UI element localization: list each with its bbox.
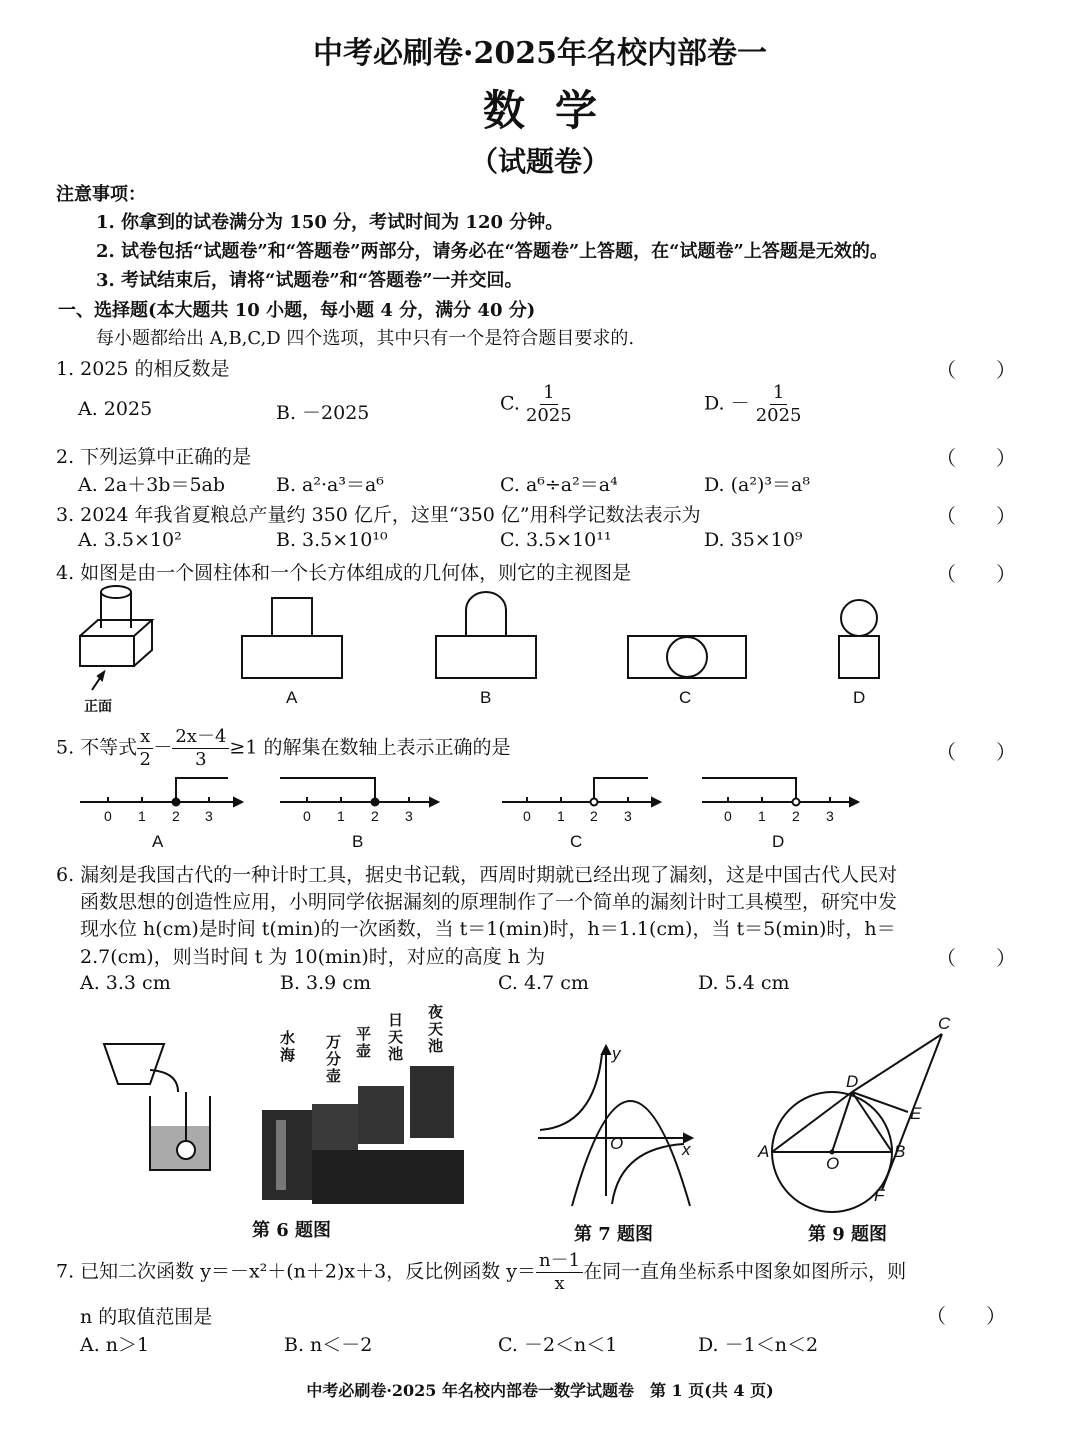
q2-option-d: D. (a²)³＝a⁸	[704, 474, 810, 496]
q4-label-a: A	[286, 688, 298, 707]
q2-option-a: A. 2a＋3b＝5ab	[78, 474, 226, 496]
segment-de	[852, 1092, 908, 1112]
tick-label: 3	[624, 808, 632, 824]
q6-option-a: A. 3.3 cm	[80, 972, 171, 994]
segment-do	[832, 1092, 852, 1152]
front-label: 正面	[84, 699, 112, 715]
fraction-denominator: 2025	[755, 405, 802, 426]
q5-label-a: A	[152, 832, 164, 851]
q7-fraction	[536, 1250, 583, 1295]
fraction-numerator: n－1	[536, 1250, 583, 1273]
segment-dc	[852, 1034, 942, 1092]
point-a-label: A	[758, 1142, 770, 1161]
fig7-origin: O	[610, 1134, 624, 1153]
notes-heading: 注意事项：	[56, 184, 146, 205]
q6-line: 现水位 h(cm)是时间 t(min)的一次函数，当 t＝1(min)时，h＝1.1(cm)，当 t＝5(min)时，h＝	[80, 918, 896, 940]
q5-minus: －	[153, 736, 173, 759]
q2-option-c: C. a⁶÷a²＝a⁴	[500, 474, 618, 496]
tick-label: 3	[826, 808, 834, 824]
q4-stem: 4. 如图是由一个圆柱体和一个长方体组成的几何体，则它的主视图是	[56, 562, 632, 584]
q7-option-d: D. －1＜n＜2	[698, 1334, 819, 1356]
tick-label: 1	[138, 808, 146, 824]
section-instruction: 每小题都给出 A,B,C,D 四个选项，其中只有一个是符合题目要求的.	[96, 328, 635, 349]
tick-label: 0	[724, 808, 732, 824]
section-title: 一、选择题(本大题共 10 小题，每小题 4 分，满分 40 分)	[58, 300, 536, 321]
q7-stem	[56, 1250, 906, 1295]
tick-label: 1	[557, 808, 565, 824]
q5-label-d: D	[772, 832, 785, 851]
vessel-label: 夜天池	[428, 1003, 444, 1055]
point-f-label: F	[874, 1186, 885, 1205]
q7-line2: n 的取值范围是	[80, 1306, 213, 1328]
answer-blank: （ ）	[936, 504, 1016, 528]
series-title: 中考必刷卷·2025年名校内部卷一	[313, 36, 767, 71]
q3-option-c: C. 3.5×10¹¹	[500, 529, 612, 551]
note-item: 1. 你拿到的试卷满分为 150 分，考试时间为 120 分钟。	[96, 212, 564, 233]
q1-c-prefix: C.	[500, 392, 520, 415]
q4-label-d: D	[853, 688, 866, 707]
tick-label: 2	[590, 808, 598, 824]
q6-line: 2.7(cm)，则当时间 t 为 10(min)时，对应的高度 h 为	[80, 946, 546, 968]
paper-type: （试题卷）	[469, 145, 610, 178]
subject-title: 数学	[482, 86, 627, 135]
fraction-denominator: 3	[195, 749, 207, 770]
q3-option-d: D. 35×10⁹	[704, 529, 803, 551]
q7-stem-prefix: 7. 已知二次函数 y＝－x²＋(n＋2)x＋3，反比例函数 y＝	[56, 1260, 537, 1283]
tick-label: 3	[205, 808, 213, 824]
q6-option-c: C. 4.7 cm	[498, 972, 589, 994]
tick-label: 1	[758, 808, 766, 824]
point-b-label: B	[894, 1142, 906, 1161]
fraction-numerator: 1	[770, 382, 787, 405]
fraction-numerator: 1	[540, 382, 557, 405]
q5-label-c: C	[570, 832, 583, 851]
q3-stem: 3. 2024 年我省夏粮总产量约 350 亿斤，这里“350 亿”用科学记数法表示为	[56, 504, 701, 526]
q5-stem-prefix: 5. 不等式	[56, 736, 138, 759]
tick-label: 1	[337, 808, 345, 824]
fig7-x-label: x	[682, 1140, 691, 1159]
fraction-numerator: 2x－4	[172, 726, 229, 749]
q5-stem-suffix: ≥1 的解集在数轴上表示正确的是	[229, 736, 511, 759]
fig9-caption: 第 9 题图	[808, 1224, 888, 1245]
q1-option-a: A. 2025	[78, 398, 153, 420]
q4-label-c: C	[679, 688, 692, 707]
tick-label: 2	[172, 808, 180, 824]
note-item: 3. 考试结束后，请将“试题卷”和“答题卷”一并交回。	[96, 270, 523, 291]
q7-option-c: C. －2＜n＜1	[498, 1334, 618, 1356]
vessel-label: 水海	[280, 1029, 296, 1064]
q7-option-a: A. n＞1	[80, 1334, 150, 1356]
fig7-y-label: y	[612, 1044, 621, 1063]
q6-option-d: D. 5.4 cm	[698, 972, 790, 994]
point-e-label: E	[910, 1104, 922, 1123]
answer-blank: （ ）	[936, 740, 1016, 764]
q6-line: 函数思想的创造性应用，小明同学依据漏刻的原理制作了一个简单的漏刻计时工具模型，研究中发	[80, 891, 898, 913]
q7-option-b: B. n＜－2	[284, 1334, 373, 1356]
tick-label: 2	[371, 808, 379, 824]
fraction-denominator: 2	[139, 749, 151, 770]
fig6-caption: 第 6 题图	[252, 1220, 332, 1241]
q6-option-b: B. 3.9 cm	[280, 972, 371, 994]
answer-blank: （ ）	[926, 1304, 1006, 1328]
vessel-label: 平壶	[356, 1025, 372, 1060]
answer-blank: （ ）	[936, 562, 1016, 586]
tick-label: 0	[523, 808, 531, 824]
point-o-label: O	[826, 1154, 840, 1173]
q7-stem-suffix: 在同一直角坐标系中图象如图所示，则	[583, 1260, 907, 1283]
answer-blank: （ ）	[936, 446, 1016, 470]
q1-option-b: B. －2025	[276, 402, 370, 424]
note-item: 2. 试卷包括“试题卷”和“答题卷”两部分，请务必在“答题卷”上答题，在“试题卷”上答题是无效的。	[96, 241, 888, 262]
page-footer: 中考必刷卷·2025 年名校内部卷一数学试题卷 第 1 页(共 4 页)	[306, 1381, 774, 1400]
q3-option-a: A. 3.5×10²	[78, 529, 182, 551]
q1-d-prefix: D. －	[704, 392, 750, 415]
vessel-label: 万分壶	[326, 1033, 342, 1085]
q2-stem: 2. 下列运算中正确的是	[56, 446, 252, 468]
tick-label: 0	[303, 808, 311, 824]
q3-option-b: B. 3.5×10¹⁰	[276, 529, 388, 551]
q2-option-b: B. a²·a³＝a⁶	[276, 474, 384, 496]
point-c-label: C	[938, 1014, 951, 1033]
segment-db	[852, 1092, 892, 1152]
answer-blank: （ ）	[936, 358, 1016, 382]
fig7-caption: 第 7 题图	[574, 1224, 654, 1245]
q4-label-b: B	[480, 688, 492, 707]
point-d-label: D	[846, 1072, 859, 1091]
q1-stem: 1. 2025 的相反数是	[56, 358, 230, 380]
q5-label-b: B	[352, 832, 364, 851]
fraction-numerator: x	[137, 726, 153, 749]
vessel-label: 日天池	[388, 1011, 404, 1063]
tick-label: 0	[104, 808, 112, 824]
answer-blank: （ ）	[936, 946, 1016, 970]
fraction-denominator: x	[554, 1273, 565, 1294]
fraction-denominator: 2025	[525, 405, 572, 426]
tick-label: 3	[405, 808, 413, 824]
segment-ad	[772, 1092, 852, 1152]
tick-label: 2	[792, 808, 800, 824]
q6-line: 6. 漏刻是我国古代的一种计时工具，据史书记载，西周时期就已经出现了漏刻，这是中国古代人民对	[56, 864, 898, 886]
